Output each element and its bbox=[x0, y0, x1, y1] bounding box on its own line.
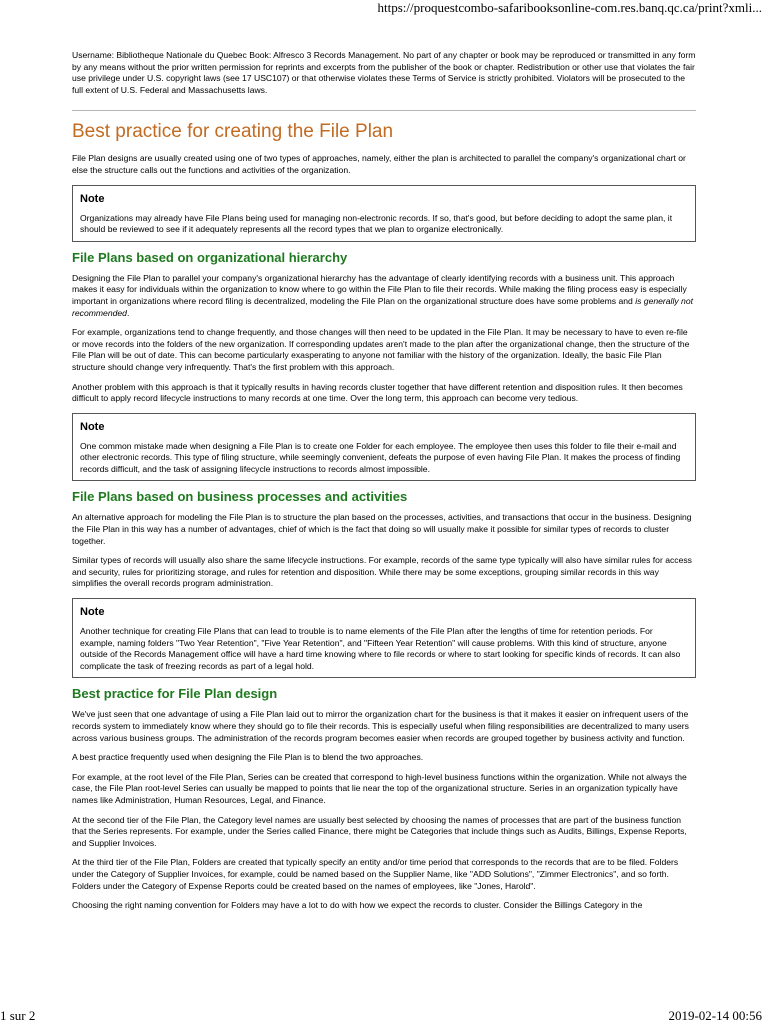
paragraph: For example, at the root level of the File Plan, Series can be created that correspond to high-level business functions within the organization. While not always the case, the File Plan root-level Series can usually be mapped to points that lie near the top of the organizational structure. Series in an organization typically have names like Administration, Human Resources, Legal, and Finance. bbox=[72, 771, 687, 805]
main-title: Best practice for creating the File Plan bbox=[72, 121, 394, 143]
note-box bbox=[72, 185, 696, 242]
note-text: Another technique for creating File Plans that can lead to trouble is to name elements of the File Plan after the lengths of time for retention periods. For example, naming folders "Two Year Retention", "Five Year Retention", and "Fifteen Year Retention" will cause problems. With this kind of structure, anyone outside of the Records Management office will have a hard time knowing where to file records or where to start looking for specific kinds of records. It can also complicate the task of freezing records as part of a legal hold. bbox=[80, 626, 681, 671]
copyright-notice: Username: Bibliotheque Nationale du Quebec Book: Alfresco 3 Records Management. No part of any chapter or book may be reproduced or transmitted in any form by any means without the prior written permission for reprints and excerpts from the publisher of the book or chapter. Redistribution or other use that violates the fair use privilege under U.S. copyright laws (see 17 USC107) or that otherwise violates these Terms of Service is strictly prohibited. Violators will be prosecuted to the full extent of U.S. Federal and Massachusetts laws. bbox=[72, 50, 696, 95]
page-url: https://proquestcombo-safaribooksonline-com.res.banq.qc.ca/print?xmli... bbox=[377, 0, 762, 15]
note-box bbox=[72, 413, 696, 482]
document-body bbox=[72, 50, 696, 920]
paragraph: Designing the File Plan to parallel your company's organizational hierarchy has the advantage of clearly identifying records with a business unit. This approach makes it easy for individuals within the organization to know where to go within the File Plan to file their records. While making the filing process easy is especially important in organizations where record filing is decentralized, modeling the File Plan on the organizational structure does have some problems and is generally not recommended. bbox=[72, 272, 694, 318]
paragraph: At the third tier of the File Plan, Folders are created that typically specify an entity and/or time period that corresponds to the records that are to be filed. Folders under the Category of Supplier Invoices, for example, could be named based on the Supplier Name, like "ADD Solutions", "Zimmer Electronics", and so forth. Folders under the Category of Expense Reports could be created based on the names of employees, like "Jones, Harold". bbox=[72, 857, 679, 891]
note-title: Note bbox=[80, 606, 105, 619]
note-title: Note bbox=[80, 420, 105, 433]
paragraph: Another problem with this approach is that it typically results in having records cluster together that have different retention and disposition rules. It then becomes difficult to apply record lifecycle instructions to many records at one time. Over the long term, this approach can become very tedious. bbox=[72, 381, 683, 404]
paragraph: A best practice frequently used when designing the File Plan is to blend the two approaches. bbox=[72, 752, 424, 763]
divider bbox=[72, 110, 696, 111]
paragraph: At the second tier of the File Plan, the Category level names are usually best selected by choosing the names of processes that are part of the business function that the Series represents. For example, under the Series called Finance, there might be Categories that include things such as Audits, Billings, Expense Reports, and Supplier Invoices. bbox=[72, 814, 687, 848]
emphasis-text: is generally not recommended bbox=[72, 295, 694, 318]
paragraph: An alternative approach for modeling the File Plan is to structure the plan based on the processes, activities, and transactions that occur in the business. Designing the File Plan in this way has a number of advantages, chief of which is the fact that doing so will usually make it possible for similar types of records to cluster together. bbox=[72, 512, 692, 546]
note-box bbox=[72, 598, 696, 678]
section-heading: File Plans based on business processes and activities bbox=[72, 489, 408, 505]
paragraph: Choosing the right naming convention for Folders may have a lot to do with how we expect the records to cluster. Consider the Billings Category in the bbox=[72, 900, 643, 911]
note-title: Note bbox=[80, 192, 105, 205]
paragraph: Similar types of records will usually also share the same lifecycle instructions. For example, records of the same type typically will also have similar rules for access and security, rules for prioritizing storage, and rules for retention and disposition. While there may be some exceptions, grouping similar records in this way simplifies the overall records program administration. bbox=[72, 555, 692, 589]
note-text: One common mistake made when designing a File Plan is to create one Folder for each employee. The employee then uses this folder to file their e-mail and other electronic records. This type of filing structure, while seemingly convenient, defeats the purpose of even having File Plan. It makes the process of finding records difficult, and the task of assigning lifecycle instructions to records almost impossible. bbox=[80, 440, 681, 474]
note-text: Organizations may already have File Plans being used for managing non-electronic records. If so, that's good, but before deciding to adopt the same plan, it should be reviewed to see if it adequately represents all the record types that we plan to organize electronically. bbox=[80, 212, 673, 235]
section-heading: Best practice for File Plan design bbox=[72, 686, 278, 702]
paragraph: We've just seen that one advantage of using a File Plan laid out to mirror the organization chart for the business is that it makes it easier on infrequent users of the records system to immediately know where they should go to file their records. This is especially useful when filing responsibilities are decentralized to many users across various business groups. The administration of the records program becomes easier when records are grouped together by business activity and function. bbox=[72, 709, 689, 743]
page-number: 1 sur 2 bbox=[0, 1008, 36, 1023]
print-datetime: 2019-02-14 00:56 bbox=[668, 1008, 762, 1023]
section-heading: File Plans based on organizational hierarchy bbox=[72, 249, 348, 265]
paragraph: For example, organizations tend to change frequently, and those changes will then need to be updated in the File Plan. It may be necessary to have to even re-file or move records into the folders of the new organization. If corresponding updates aren't made to the plan after the organizational change, then the structure of the File Plan will be out of date. This can become particularly exasperating to anyone not familiar with the history of the organization. Ideally, the basic File Plan structure should change very infrequently. That's the first problem with this approach. bbox=[72, 327, 690, 372]
intro-paragraph: File Plan designs are usually created using one of two types of approaches, namely, either the plan is architected to parallel the company's organizational chart or else the structure calls out the functions and activities of the organization. bbox=[72, 153, 686, 175]
